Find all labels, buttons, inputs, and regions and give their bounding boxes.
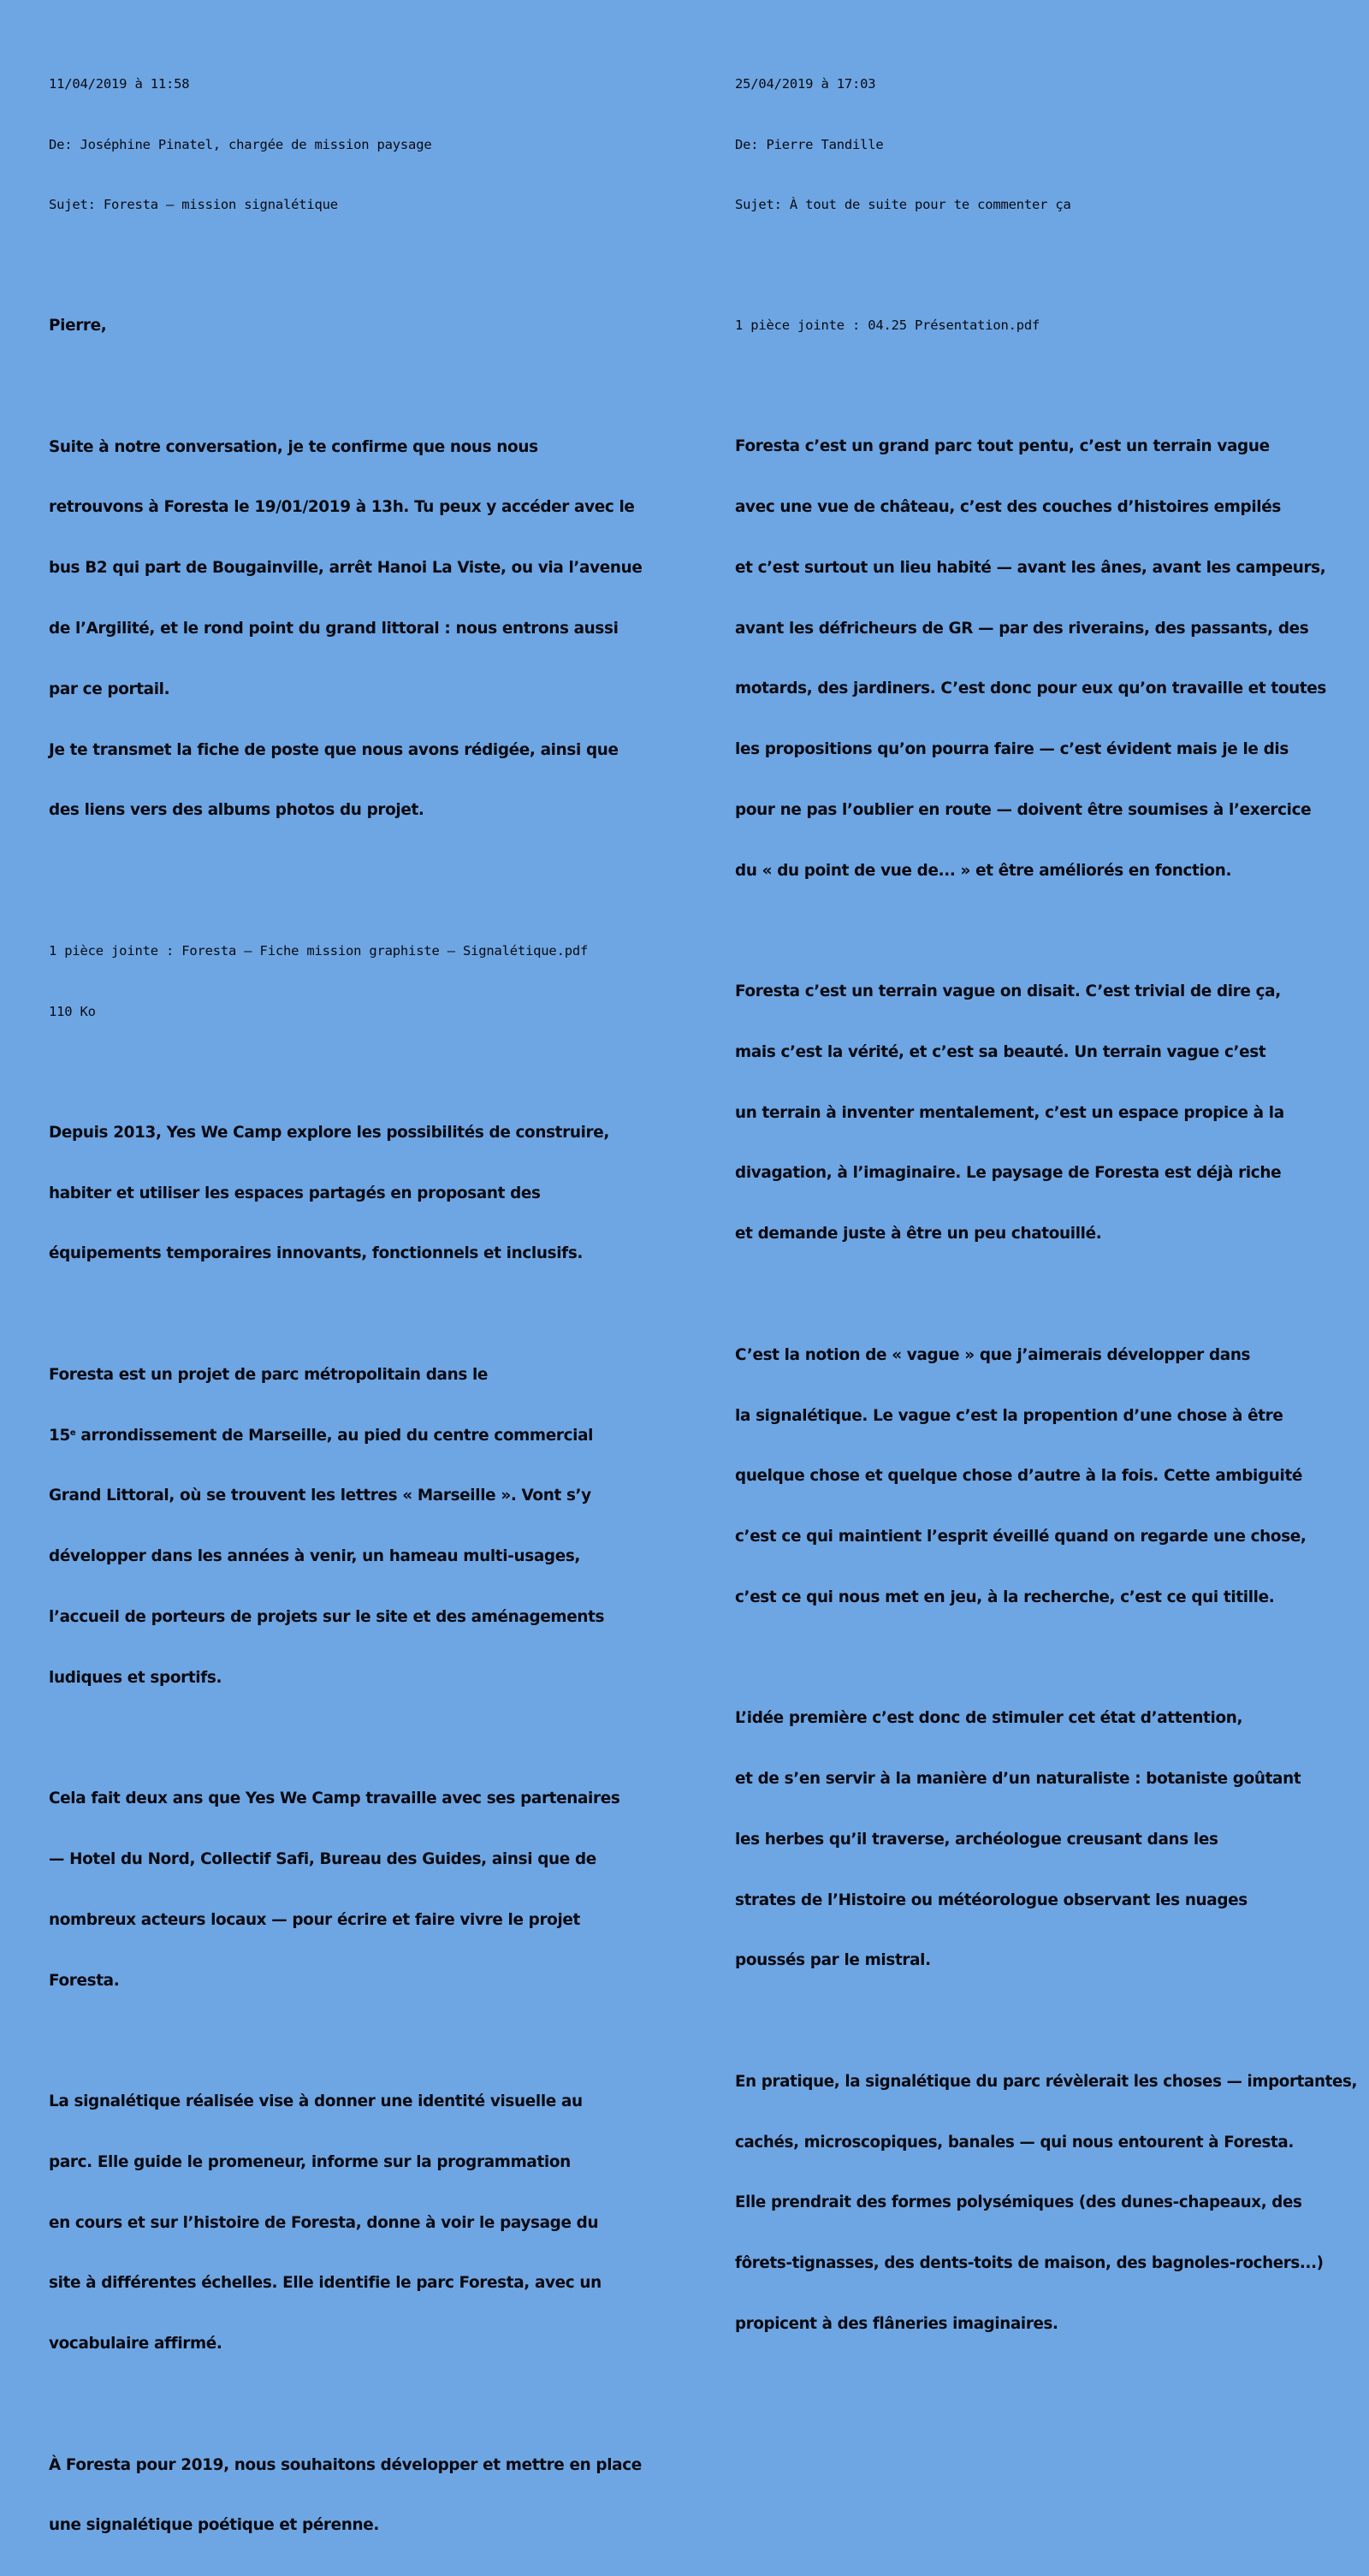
paragraph: [49, 2051, 648, 2395]
paragraph-line: Foresta.: [49, 1971, 120, 1990]
paragraph-line: et de s’en servir à la manière d’un naturaliste : botaniste goûtant: [735, 1770, 1301, 1789]
paragraph-line: nombreux acteurs locaux — pour écrire et faire vivre le projet: [49, 1910, 580, 1929]
email-from: De: Pierre Tandille: [735, 136, 884, 152]
paragraph-line: poussés par le mistral.: [735, 1951, 931, 1970]
email-greeting: [49, 276, 648, 377]
paragraph-line: quelque chose et quelque chose d’autre à la fois. Cette ambiguité: [735, 1467, 1303, 1486]
paragraph-line: développer dans les années à venir, un hameau multi-usages,: [49, 1547, 581, 1566]
paragraph-line: avec une vue de château, c’est des couches d’histoires empilés: [735, 497, 1281, 516]
paragraph-line: Foresta c’est un terrain vague on disait. C’est trivial de dire ça,: [735, 982, 1281, 1001]
email-date: 11/04/2019 à 11:58: [49, 76, 190, 92]
paragraph-line: Elle prendrait des formes polysémiques (des dunes-chapeaux, des: [735, 2193, 1302, 2212]
attachment-size: 110 Ko: [49, 1003, 96, 1019]
paragraph: [49, 396, 648, 861]
paragraph-line: Depuis 2013, Yes We Camp explore les possibilités de construire,: [49, 1123, 610, 1142]
paragraph-line: fôrets-tignasses, des dents-toits de maison, des bagnoles-rochers...): [735, 2254, 1324, 2273]
paragraph-line: c’est ce qui maintient l’esprit éveillé quand on regarde une chose,: [735, 1528, 1307, 1546]
paragraph: [49, 1083, 648, 1305]
paragraph-line: les propositions qu’on pourra faire — c’est évident mais je le dis: [735, 740, 1289, 759]
email-left: [49, 34, 648, 2576]
paragraph-line: la signalétique. Le vague c’est la propention d’une chose à être: [735, 1406, 1283, 1425]
paragraph-line: La signalétique réalisée vise à donner une identité visuelle au: [49, 2092, 583, 2111]
paragraph-line: par ce portail.: [49, 680, 170, 698]
paragraph-line: propicent à des flâneries imaginaires.: [735, 2315, 1058, 2334]
paragraph-line: Suite à notre conversation, je te confirme que nous nous: [49, 437, 538, 456]
paragraph-line: de l’Argilité, et le rond point du grand littoral : nous entrons aussi: [49, 620, 619, 638]
paragraph-line: Je te transmet la fiche de poste que nous avons rédigée, ainsi que: [49, 740, 619, 759]
attachment-info: [49, 901, 648, 1062]
paragraph-line: C’est la notion de « vague » que j’aimerais développer dans: [735, 1345, 1251, 1364]
paragraph-line: site à différentes échelles. Elle identifie le parc Foresta, avec un: [49, 2274, 602, 2293]
paragraph: [49, 1325, 648, 1729]
email-from: De: Joséphine Pinatel, chargée de mission paysage: [49, 136, 432, 152]
paragraph-line: pour ne pas l’oublier en route — doivent être soumises à l’exercice: [735, 800, 1312, 819]
attachment-info: [735, 276, 1351, 377]
paragraph-line: ludiques et sportifs.: [49, 1668, 222, 1687]
paragraph-line: motards, des jardiners. C’est donc pour eux qu’on travaille et toutes: [735, 680, 1327, 698]
paragraph-line: En pratique, la signalétique du parc révèlerait les choses — importantes,: [735, 2072, 1358, 2091]
paragraph-line: équipements temporaires innovants, fonctionnels et inclusifs.: [49, 1244, 584, 1263]
paragraph-line: mais c’est la vérité, et c’est sa beauté. Un terrain vague c’est: [735, 1042, 1266, 1061]
paragraph-line: l’accueil de porteurs de projets sur le site et des aménagements: [49, 1607, 605, 1626]
paragraph-line: les herbes qu’il traverse, archéologue creusant dans les: [735, 1830, 1218, 1849]
attachment-link[interactable]: 1 pièce jointe : 04.25 Présentation.pdf: [735, 318, 1040, 333]
email-header: [49, 34, 648, 256]
paragraph-line: Grand Littoral, où se trouvent les lettres « Marseille ». Vont s’y: [49, 1487, 591, 1505]
paragraph: [735, 2032, 1358, 2375]
paragraph-line: cachés, microscopiques, banales — qui nous entourent à Foresta.: [735, 2133, 1294, 2152]
paragraph-line: strates de l’Histoire ou météorologue observant les nuages: [735, 1890, 1248, 1909]
paragraph-line: en cours et sur l’histoire de Foresta, donne à voir le paysage du: [49, 2213, 599, 2232]
paragraph-line: bus B2 qui part de Bougainville, arrêt Hanoi La Viste, ou via l’avenue: [49, 559, 643, 578]
paragraph-line: retrouvons à Foresta le 19/01/2019 à 13h. Tu peux y accéder avec le: [49, 498, 635, 517]
email-header: [735, 34, 1351, 256]
paragraph: [735, 396, 1351, 921]
paragraph: [735, 941, 1351, 1285]
ordinal-suffix: e: [69, 1427, 76, 1438]
paragraph-line: — Hotel du Nord, Collectif Safi, Bureau des Guides, ainsi que de: [49, 1850, 596, 1868]
attachment-link[interactable]: 1 pièce jointe : Foresta – Fiche mission graphiste – Signalétique.pdf: [49, 943, 589, 959]
paragraph-line: [49, 1426, 648, 1446]
paragraph: [49, 1748, 648, 2031]
paragraph: [735, 1668, 1351, 2011]
paragraph-line: Cela fait deux ans que Yes We Camp travaille avec ses partenaires: [49, 1790, 620, 1808]
paragraph-line: du « du point de vue de... » et être améliorés en fonction.: [735, 861, 1232, 880]
paragraph-line: L’idée première c’est donc de stimuler cet état d’attention,: [735, 1709, 1243, 1728]
paragraph-line: et c’est surtout un lieu habité — avant les ânes, avant les campeurs,: [735, 558, 1326, 577]
greeting-text: Pierre,: [49, 317, 107, 335]
paragraph-line: habiter et utiliser les espaces partagés en proposant des: [49, 1184, 541, 1202]
email-date: 25/04/2019 à 17:03: [735, 76, 876, 92]
paragraph-line: parc. Elle guide le promeneur, informe sur la programmation: [49, 2152, 571, 2171]
paragraph: [735, 1305, 1351, 1648]
paragraph-line: un terrain à inventer mentalement, c’est un espace propice à la: [735, 1103, 1284, 1122]
email-right: [735, 34, 1358, 2375]
paragraph: [49, 2414, 648, 2576]
paragraph-line: Foresta est un projet de parc métropolitain dans le: [49, 1365, 489, 1384]
paragraph-line: À Foresta pour 2019, nous souhaitons développer et mettre en place: [49, 2455, 642, 2474]
email-subject: Sujet: À tout de suite pour te commenter ça: [735, 197, 1071, 212]
paragraph-line: avant les défricheurs de GR — par des riverains, des passants, des: [735, 619, 1309, 638]
paragraph-line: et demande juste à être un peu chatouillé.: [735, 1225, 1102, 1243]
paragraph-line: Foresta c’est un grand parc tout pentu, c’est un terrain vague: [735, 437, 1270, 456]
email-subject: Sujet: Foresta – mission signalétique: [49, 197, 338, 212]
paragraph-line: vocabulaire affirmé.: [49, 2335, 222, 2353]
ordinal-number: 15: [49, 1426, 70, 1445]
paragraph-line-text: arrondissement de Marseille, au pied du centre commercial: [75, 1426, 594, 1445]
paragraph-line: c’est ce qui nous met en jeu, à la recherche, c’est ce qui titille.: [735, 1588, 1275, 1606]
paragraph-line: divagation, à l’imaginaire. Le paysage de Foresta est déjà riche: [735, 1164, 1282, 1183]
paragraph-line: des liens vers des albums photos du projet.: [49, 801, 424, 820]
paragraph-line: une signalétique poétique et pérenne.: [49, 2516, 380, 2535]
